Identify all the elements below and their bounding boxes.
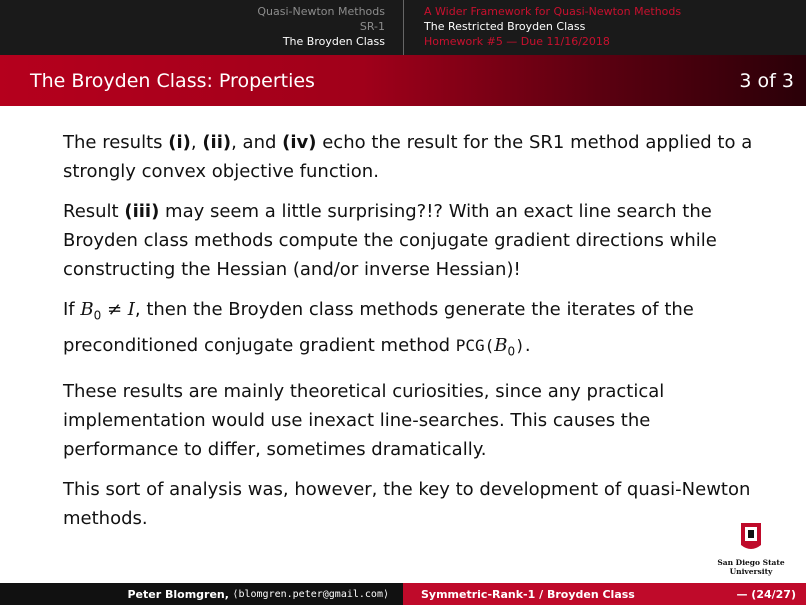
- nav-subsection-broyden[interactable]: The Broyden Class: [282, 35, 385, 48]
- nav-section-quasi-newton[interactable]: Quasi-Newton Methods: [257, 5, 385, 18]
- logo-line-1: San Diego State: [717, 558, 785, 567]
- sdsu-logo: [716, 521, 786, 581]
- nav-section-wider-framework[interactable]: A Wider Framework for Quasi-Newton Methods: [424, 5, 682, 18]
- slide-content: [63, 128, 763, 544]
- paragraph-theoretical-curiosities: These results are mainly theoretical curiosities, since any practical implementation would use inexact line-searches. This causes the performance to differ, sometimes dramatically.: [63, 381, 665, 461]
- footer: [0, 583, 806, 605]
- section-nav-right: [403, 0, 806, 55]
- footer-page-number: — (24/27): [736, 587, 796, 601]
- paragraph-preconditioned: If $B_0 \ne I$, then the Broyden class methods generate the iterates of the preconditioned conjugate gradient method $PCG(B_0)$.: [63, 299, 694, 359]
- paragraph-results-echo: The results (i), (ii), and (iv) echo the result for the SR1 method applied to a strongly convex objective function.: [63, 132, 753, 182]
- sdsu-logo-icon: [716, 521, 786, 581]
- section-navigation: [0, 0, 806, 55]
- nav-subsection-restricted-broyden[interactable]: The Restricted Broyden Class: [424, 20, 586, 33]
- paragraph-analysis-key: This sort of analysis was, however, the key to development of quasi-Newton methods.: [63, 479, 751, 530]
- frame-counter: 3 of 3: [739, 69, 794, 92]
- nav-subsection-homework[interactable]: Homework #5 — Due 11/16/2018: [424, 35, 610, 48]
- section-nav-left: [0, 0, 403, 55]
- logo-line-2: University: [729, 567, 773, 576]
- footer-section-block: [403, 583, 806, 605]
- frame-title-bar: [0, 55, 806, 106]
- footer-section: Symmetric-Rank-1 / Broyden Class: [421, 587, 635, 601]
- footer-author: Peter Blomgren,: [127, 587, 229, 601]
- nav-subsection-sr1[interactable]: SR-1: [359, 20, 385, 33]
- paragraph-result-iii: Result (iii) may seem a little surprising?!? With an exact line search the Broyden class methods compute the conjugate gradient directions while constructing the Hessian (and/or inverse Hessian)!: [63, 201, 717, 280]
- footer-author-block: [0, 583, 403, 605]
- frame-title: The Broyden Class: Properties: [30, 69, 315, 92]
- footer-email: ⟨blomgren.peter@gmail.com⟩: [232, 588, 389, 600]
